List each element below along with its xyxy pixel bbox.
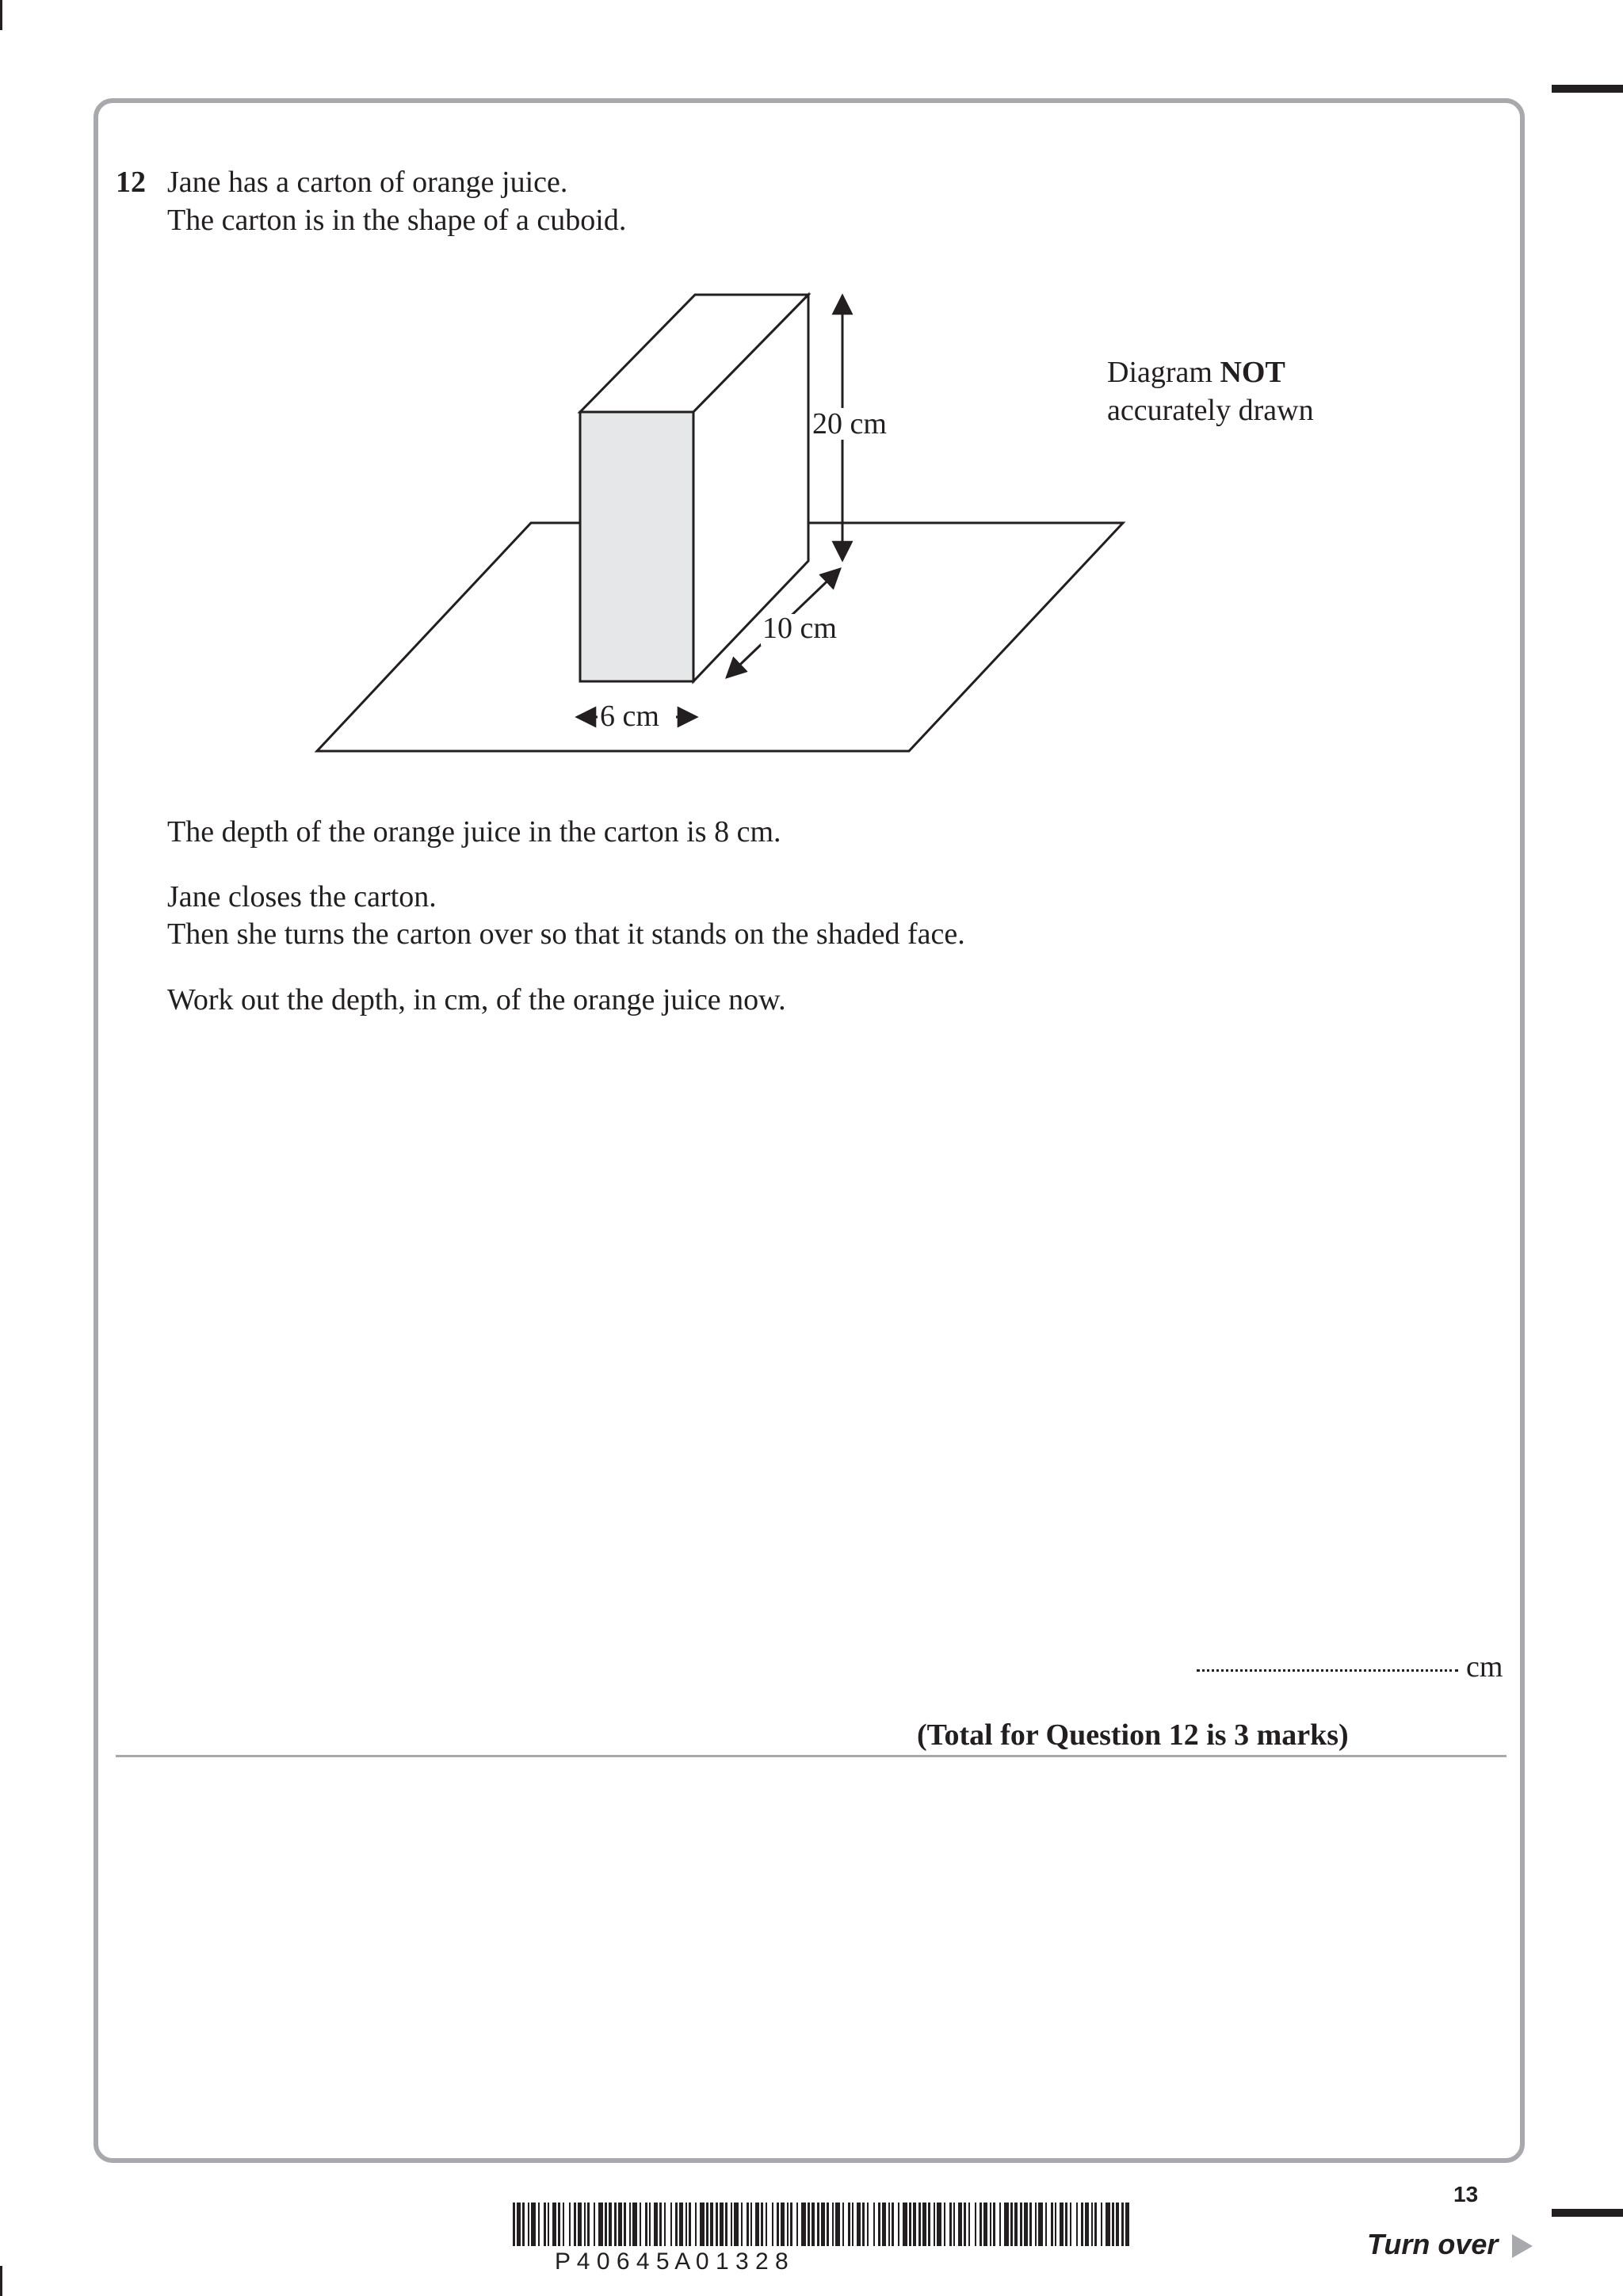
barcode-bar	[1060, 2203, 1064, 2246]
barcode-bar	[918, 2203, 921, 2246]
page-number: 13	[1453, 2182, 1479, 2206]
barcode-text: P 4 0 6 4 5 A 0 1 3 2 8	[555, 2248, 789, 2275]
barcode-bar	[695, 2203, 697, 2246]
barcode-bar	[731, 2203, 732, 2246]
barcode-bar	[531, 2203, 536, 2246]
barcode-bar	[898, 2203, 899, 2246]
barcode-bar	[640, 2203, 641, 2246]
barcode-bar	[1106, 2203, 1110, 2246]
answer-unit: cm	[1466, 1650, 1503, 1684]
barcode-bar	[827, 2203, 829, 2246]
barcode-bar	[734, 2203, 739, 2246]
crop-mark-top-left	[0, 0, 2, 30]
barcode-bar	[1076, 2203, 1078, 2246]
intro-line-2: The carton is in the shape of a cuboid.	[167, 204, 627, 237]
barcode	[513, 2203, 1131, 2246]
barcode-bar	[755, 2203, 759, 2246]
barcode-bar	[968, 2203, 970, 2246]
barcode-bar	[710, 2203, 713, 2246]
barcode-bar	[659, 2203, 662, 2246]
barcode-bar	[1020, 2203, 1022, 2246]
barcode-bar	[594, 2203, 595, 2246]
barcode-bar	[777, 2203, 779, 2246]
barcode-bar	[1004, 2203, 1009, 2246]
total-marks: (Total for Question 12 is 3 marks)	[917, 1718, 1349, 1752]
diagram-note	[1107, 353, 1314, 429]
barcode-bar	[983, 2203, 987, 2246]
width-label: 6 cm	[600, 700, 659, 733]
barcode-bar	[796, 2203, 798, 2246]
barcode-bar	[614, 2203, 617, 2246]
barcode-bar	[569, 2203, 571, 2246]
barcode-bar	[909, 2203, 911, 2246]
barcode-bar	[720, 2203, 724, 2246]
cuboid-shaded-face	[580, 412, 693, 681]
action-line-2: Then she turns the carton over so that it stands on the shaded face.	[167, 917, 965, 951]
barcode-bar	[953, 2203, 955, 2246]
barcode-bar	[1125, 2203, 1129, 2246]
barcode-bar	[645, 2203, 647, 2246]
barcode-bar	[632, 2203, 637, 2246]
barcode-bar	[862, 2203, 865, 2246]
barcode-bar	[993, 2203, 995, 2246]
barcode-bar	[700, 2203, 705, 2246]
barcode-bar	[1010, 2203, 1013, 2246]
barcode-bar	[888, 2203, 890, 2246]
barcode-bar	[750, 2203, 752, 2246]
turn-over-arrow-icon	[1512, 2234, 1533, 2258]
barcode-bar	[922, 2203, 926, 2246]
barcode-bar	[817, 2203, 819, 2246]
section-divider	[116, 1755, 1507, 1757]
barcode-bar	[761, 2203, 763, 2246]
barcode-bar	[766, 2203, 767, 2246]
barcode-bar	[1070, 2203, 1071, 2246]
barcode-bar	[772, 2203, 773, 2246]
barcode-bar	[857, 2203, 861, 2246]
barcode-bar	[578, 2203, 582, 2246]
barcode-bar	[1112, 2203, 1114, 2246]
barcode-bar	[1121, 2203, 1124, 2246]
barcode-bar	[835, 2203, 840, 2246]
barcode-bar	[654, 2203, 658, 2246]
barcode-bar	[832, 2203, 834, 2246]
barcode-bar	[552, 2203, 556, 2246]
barcode-bar	[975, 2203, 976, 2246]
barcode-bar	[882, 2203, 886, 2246]
barcode-bar	[517, 2203, 521, 2246]
barcode-bar	[1024, 2203, 1028, 2246]
barcode-bar	[1055, 2203, 1056, 2246]
barcode-bar	[670, 2203, 672, 2246]
barcode-bar	[1014, 2203, 1018, 2246]
barcode-bar	[821, 2203, 825, 2246]
barcode-bar	[1081, 2203, 1083, 2246]
barcode-bar	[812, 2203, 815, 2246]
barcode-bar	[544, 2203, 546, 2246]
barcode-bar	[848, 2203, 850, 2246]
barcode-bar	[964, 2203, 966, 2246]
crop-mark-bottom-left	[0, 2266, 2, 2296]
barcode-bar	[892, 2203, 894, 2246]
diagram-note-line2: accurately drawn	[1107, 394, 1314, 427]
barcode-bar	[563, 2203, 564, 2246]
barcode-bar	[598, 2203, 603, 2246]
barcode-bar	[649, 2203, 651, 2246]
diagram-note-prefix: Diagram	[1107, 356, 1220, 389]
edge-mark-bottom-right	[1552, 2209, 1623, 2217]
barcode-bar	[990, 2203, 991, 2246]
barcode-bar	[1038, 2203, 1043, 2246]
edge-mark-top-right	[1552, 85, 1623, 93]
barcode-bar	[706, 2203, 708, 2246]
question-number: 12	[116, 166, 146, 199]
barcode-bar	[685, 2203, 687, 2246]
barcode-bar	[624, 2203, 626, 2246]
barcode-bar	[725, 2203, 727, 2246]
barcode-bar	[747, 2203, 749, 2246]
barcode-bar	[528, 2203, 529, 2246]
barcode-bar	[741, 2203, 743, 2246]
depth-statement: The depth of the orange juice in the carton is 8 cm.	[167, 815, 781, 849]
barcode-bar	[867, 2203, 869, 2246]
barcode-bar	[787, 2203, 789, 2246]
barcode-bar	[958, 2203, 962, 2246]
barcode-bar	[949, 2203, 952, 2246]
barcode-bar	[574, 2203, 576, 2246]
barcode-bar	[937, 2203, 941, 2246]
barcode-bar	[903, 2203, 907, 2246]
barcode-bar	[629, 2203, 631, 2246]
barcode-bar	[522, 2203, 525, 2246]
barcode-bar	[801, 2203, 806, 2246]
barcode-bar	[587, 2203, 590, 2246]
barcode-bar	[790, 2203, 792, 2246]
barcode-bar	[513, 2203, 515, 2246]
barcode-bar	[609, 2203, 612, 2246]
answer-line[interactable]	[1197, 1669, 1458, 1672]
barcode-bar	[548, 2203, 549, 2246]
depth-label: 10 cm	[762, 612, 837, 645]
barcode-bar	[999, 2203, 1001, 2246]
barcode-bar	[618, 2203, 622, 2246]
barcode-bar	[928, 2203, 930, 2246]
barcode-bar	[716, 2203, 718, 2246]
barcode-bar	[679, 2203, 683, 2246]
action-line-1: Jane closes the carton.	[167, 880, 437, 913]
barcode-bar	[1045, 2203, 1047, 2246]
barcode-bar	[878, 2203, 880, 2246]
barcode-bar	[944, 2203, 945, 2246]
barcode-bar	[1091, 2203, 1093, 2246]
barcode-bar	[980, 2203, 982, 2246]
barcode-bar	[538, 2203, 540, 2246]
barcode-bar	[1035, 2203, 1037, 2246]
height-label: 20 cm	[812, 407, 887, 441]
barcode-bar	[1085, 2203, 1089, 2246]
answer-area	[1197, 1650, 1503, 1684]
barcode-bar	[934, 2203, 935, 2246]
barcode-bar	[689, 2203, 691, 2246]
barcode-bar	[842, 2203, 844, 2246]
intro-line-1: Jane has a carton of orange juice.	[167, 166, 568, 199]
barcode-bar	[664, 2203, 666, 2246]
task-line: Work out the depth, in cm, of the orange juice now.	[167, 983, 786, 1016]
barcode-bar	[584, 2203, 586, 2246]
barcode-bar	[1101, 2203, 1102, 2246]
barcode-bar	[808, 2203, 810, 2246]
barcode-bar	[558, 2203, 560, 2246]
diagram-note-bold: NOT	[1220, 356, 1285, 389]
barcode-bar	[913, 2203, 916, 2246]
barcode-bar	[781, 2203, 785, 2246]
barcode-bar	[1094, 2203, 1097, 2246]
barcode-bar	[1116, 2203, 1119, 2246]
barcode-bar	[675, 2203, 678, 2246]
barcode-bar	[605, 2203, 607, 2246]
barcode-bar	[852, 2203, 854, 2246]
cuboid-diagram	[301, 281, 1141, 772]
barcode-bar	[1051, 2203, 1053, 2246]
turn-over-label: Turn over	[1367, 2228, 1499, 2260]
barcode-bar	[1065, 2203, 1067, 2246]
barcode-bar	[873, 2203, 875, 2246]
barcode-bar	[1029, 2203, 1032, 2246]
